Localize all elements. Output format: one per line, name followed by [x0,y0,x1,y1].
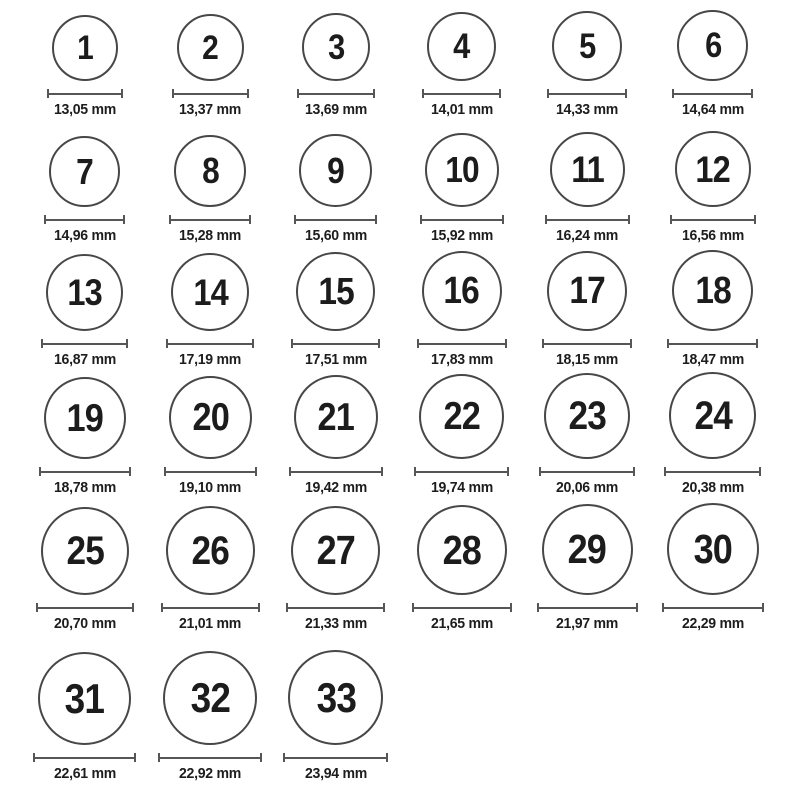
size-row [22,372,800,500]
ring-circle [163,651,257,745]
ring-circle [542,504,633,595]
diameter-label: 13,05 mm [53,101,116,118]
size-row [22,636,800,786]
ring-size-cell [650,250,776,372]
ring-circle [171,253,249,331]
ring-size-cell [524,132,650,248]
diameter-label: 21,65 mm [430,615,493,632]
ring-size-number: 30 [693,525,732,572]
ring-size-number: 17 [569,270,605,312]
diameter-measure-line [537,603,638,612]
ring-circle [677,10,748,81]
diameter-label: 14,96 mm [53,227,116,244]
ring-size-cell [22,254,148,372]
diameter-measure-line [47,89,123,98]
ring-size-number: 20 [192,396,229,439]
ring-circle [38,652,131,745]
diameter-label: 19,74 mm [430,479,493,496]
diameter-measure-line [670,215,756,224]
ring-size-number: 11 [570,149,604,190]
ring-size-cell [148,376,274,500]
diameter-label: 22,61 mm [53,765,116,782]
diameter-label: 16,24 mm [556,227,619,244]
ring-circle [417,505,507,595]
ring-circle [41,507,129,595]
diameter-measure-line [414,467,509,476]
diameter-label: 16,56 mm [681,227,744,244]
ring-size-cell [148,14,274,122]
ring-size-cell [273,506,399,636]
diameter-measure-line [539,467,635,476]
ring-size-cell [524,373,650,500]
ring-size-number: 25 [66,529,104,573]
diameter-label: 17,83 mm [430,351,493,368]
diameter-label: 19,42 mm [304,479,367,496]
diameter-measure-line [164,467,257,476]
diameter-label: 15,92 mm [430,227,493,244]
ring-size-number: 3 [327,27,345,67]
ring-size-cell [524,11,650,122]
ring-size-cell [650,372,776,500]
ring-circle [422,251,502,331]
ring-size-number: 32 [190,674,231,721]
diameter-measure-line [41,339,128,348]
ring-size-cell [22,15,148,122]
ring-size-cell [399,505,525,636]
diameter-label: 16,87 mm [53,351,116,368]
ring-size-number: 13 [67,272,103,313]
diameter-label: 14,64 mm [681,101,744,118]
ring-size-number: 1 [76,29,93,67]
ring-size-cell [22,136,148,248]
diameter-measure-line [286,603,385,612]
ring-size-cell [22,377,148,500]
diameter-measure-line [542,339,632,348]
diameter-measure-line [166,339,254,348]
size-row [22,248,800,372]
diameter-measure-line [412,603,512,612]
ring-circle [667,503,759,595]
diameter-label: 23,94 mm [304,765,367,782]
diameter-label: 18,15 mm [556,351,619,368]
diameter-label: 17,51 mm [304,351,367,368]
ring-size-number: 21 [317,395,355,439]
ring-size-cell [524,251,650,372]
ring-size-number: 15 [318,270,354,313]
ring-size-cell [399,251,525,372]
ring-size-cell [273,650,399,786]
ring-size-cell [148,253,274,372]
ring-size-number: 26 [191,528,230,573]
ring-circle [302,13,370,81]
diameter-measure-line [39,467,131,476]
diameter-measure-line [283,753,388,762]
diameter-label: 18,47 mm [681,351,744,368]
ring-circle [550,132,625,207]
diameter-measure-line [291,339,380,348]
diameter-measure-line [545,215,630,224]
diameter-label: 15,60 mm [304,227,367,244]
ring-size-number: 4 [453,27,470,66]
ring-circle [544,373,630,459]
ring-size-cell [148,651,274,786]
diameter-measure-line [297,89,375,98]
ring-circle [46,254,123,331]
diameter-label: 19,10 mm [179,479,242,496]
ring-circle [296,252,375,331]
ring-size-number: 2 [202,28,219,67]
diameter-label: 17,19 mm [179,351,242,368]
size-row [22,122,800,248]
ring-size-cell [273,252,399,372]
diameter-label: 20,70 mm [53,615,116,632]
diameter-measure-line [294,215,377,224]
ring-size-number: 23 [568,394,606,438]
diameter-measure-line [422,89,501,98]
ring-size-number: 8 [202,150,219,191]
diameter-measure-line [420,215,504,224]
ring-size-number: 24 [694,393,732,438]
diameter-label: 21,97 mm [556,615,619,632]
ring-circle [427,12,496,81]
ring-size-cell [22,507,148,636]
ring-circle [52,15,118,81]
ring-circle [547,251,627,331]
diameter-label: 22,29 mm [681,615,744,632]
ring-size-cell [399,374,525,500]
ring-size-number: 14 [193,271,228,313]
ring-size-number: 27 [316,527,356,573]
diameter-label: 20,38 mm [681,479,744,496]
diameter-label: 13,69 mm [304,101,367,118]
diameter-measure-line [547,89,627,98]
ring-circle [669,372,756,459]
diameter-measure-line [161,603,260,612]
ring-circle [425,133,499,207]
ring-size-cell [524,504,650,636]
ring-size-number: 28 [442,526,481,573]
diameter-label: 22,92 mm [179,765,242,782]
ring-size-number: 9 [327,149,345,191]
diameter-measure-line [158,753,262,762]
ring-size-number: 19 [66,396,104,440]
diameter-label: 20,06 mm [556,479,619,496]
diameter-measure-line [417,339,507,348]
ring-circle [419,374,504,459]
ring-size-number: 22 [443,395,480,438]
ring-circle [299,134,372,207]
ring-circle [166,506,255,595]
ring-size-number: 16 [443,270,480,312]
ring-circle [49,136,120,207]
ring-size-cell [22,652,148,786]
ring-size-cell [650,10,776,122]
ring-size-number: 10 [444,149,479,190]
diameter-measure-line [169,215,251,224]
ring-circle [291,506,380,595]
ring-circle [288,650,383,745]
diameter-measure-line [672,89,753,98]
ring-circle [675,131,751,207]
diameter-label: 21,33 mm [304,615,367,632]
ring-size-cell [273,13,399,122]
diameter-measure-line [667,339,758,348]
size-row [22,0,800,122]
diameter-label: 13,37 mm [179,101,242,118]
ring-size-cell [399,133,525,248]
diameter-label: 14,01 mm [430,101,493,118]
ring-size-number: 33 [316,673,356,721]
ring-size-cell [273,134,399,248]
ring-size-number: 5 [579,26,596,66]
ring-size-number: 31 [65,674,105,722]
diameter-measure-line [289,467,383,476]
diameter-label: 14,33 mm [556,101,619,118]
ring-size-cell [148,506,274,636]
diameter-measure-line [172,89,249,98]
ring-circle [44,377,126,459]
ring-size-number: 18 [695,269,731,312]
ring-size-cell [273,375,399,500]
diameter-measure-line [33,753,136,762]
diameter-measure-line [36,603,134,612]
ring-circle [174,135,246,207]
ring-circle [177,14,244,81]
diameter-measure-line [44,215,125,224]
diameter-measure-line [662,603,764,612]
ring-size-number: 6 [704,26,721,65]
ring-size-number: 7 [76,150,94,192]
ring-circle [552,11,622,81]
ring-size-cell [650,131,776,248]
ring-size-number: 29 [567,526,607,572]
ring-size-cell [399,12,525,122]
diameter-label: 15,28 mm [179,227,242,244]
diameter-label: 18,78 mm [53,479,116,496]
ring-size-cell [148,135,274,248]
ring-size-number: 12 [695,148,730,190]
diameter-label: 21,01 mm [179,615,242,632]
ring-size-cell [650,503,776,636]
size-row [22,500,800,636]
diameter-measure-line [664,467,761,476]
ring-circle [294,375,378,459]
ring-circle [169,376,252,459]
ring-circle [672,250,753,331]
